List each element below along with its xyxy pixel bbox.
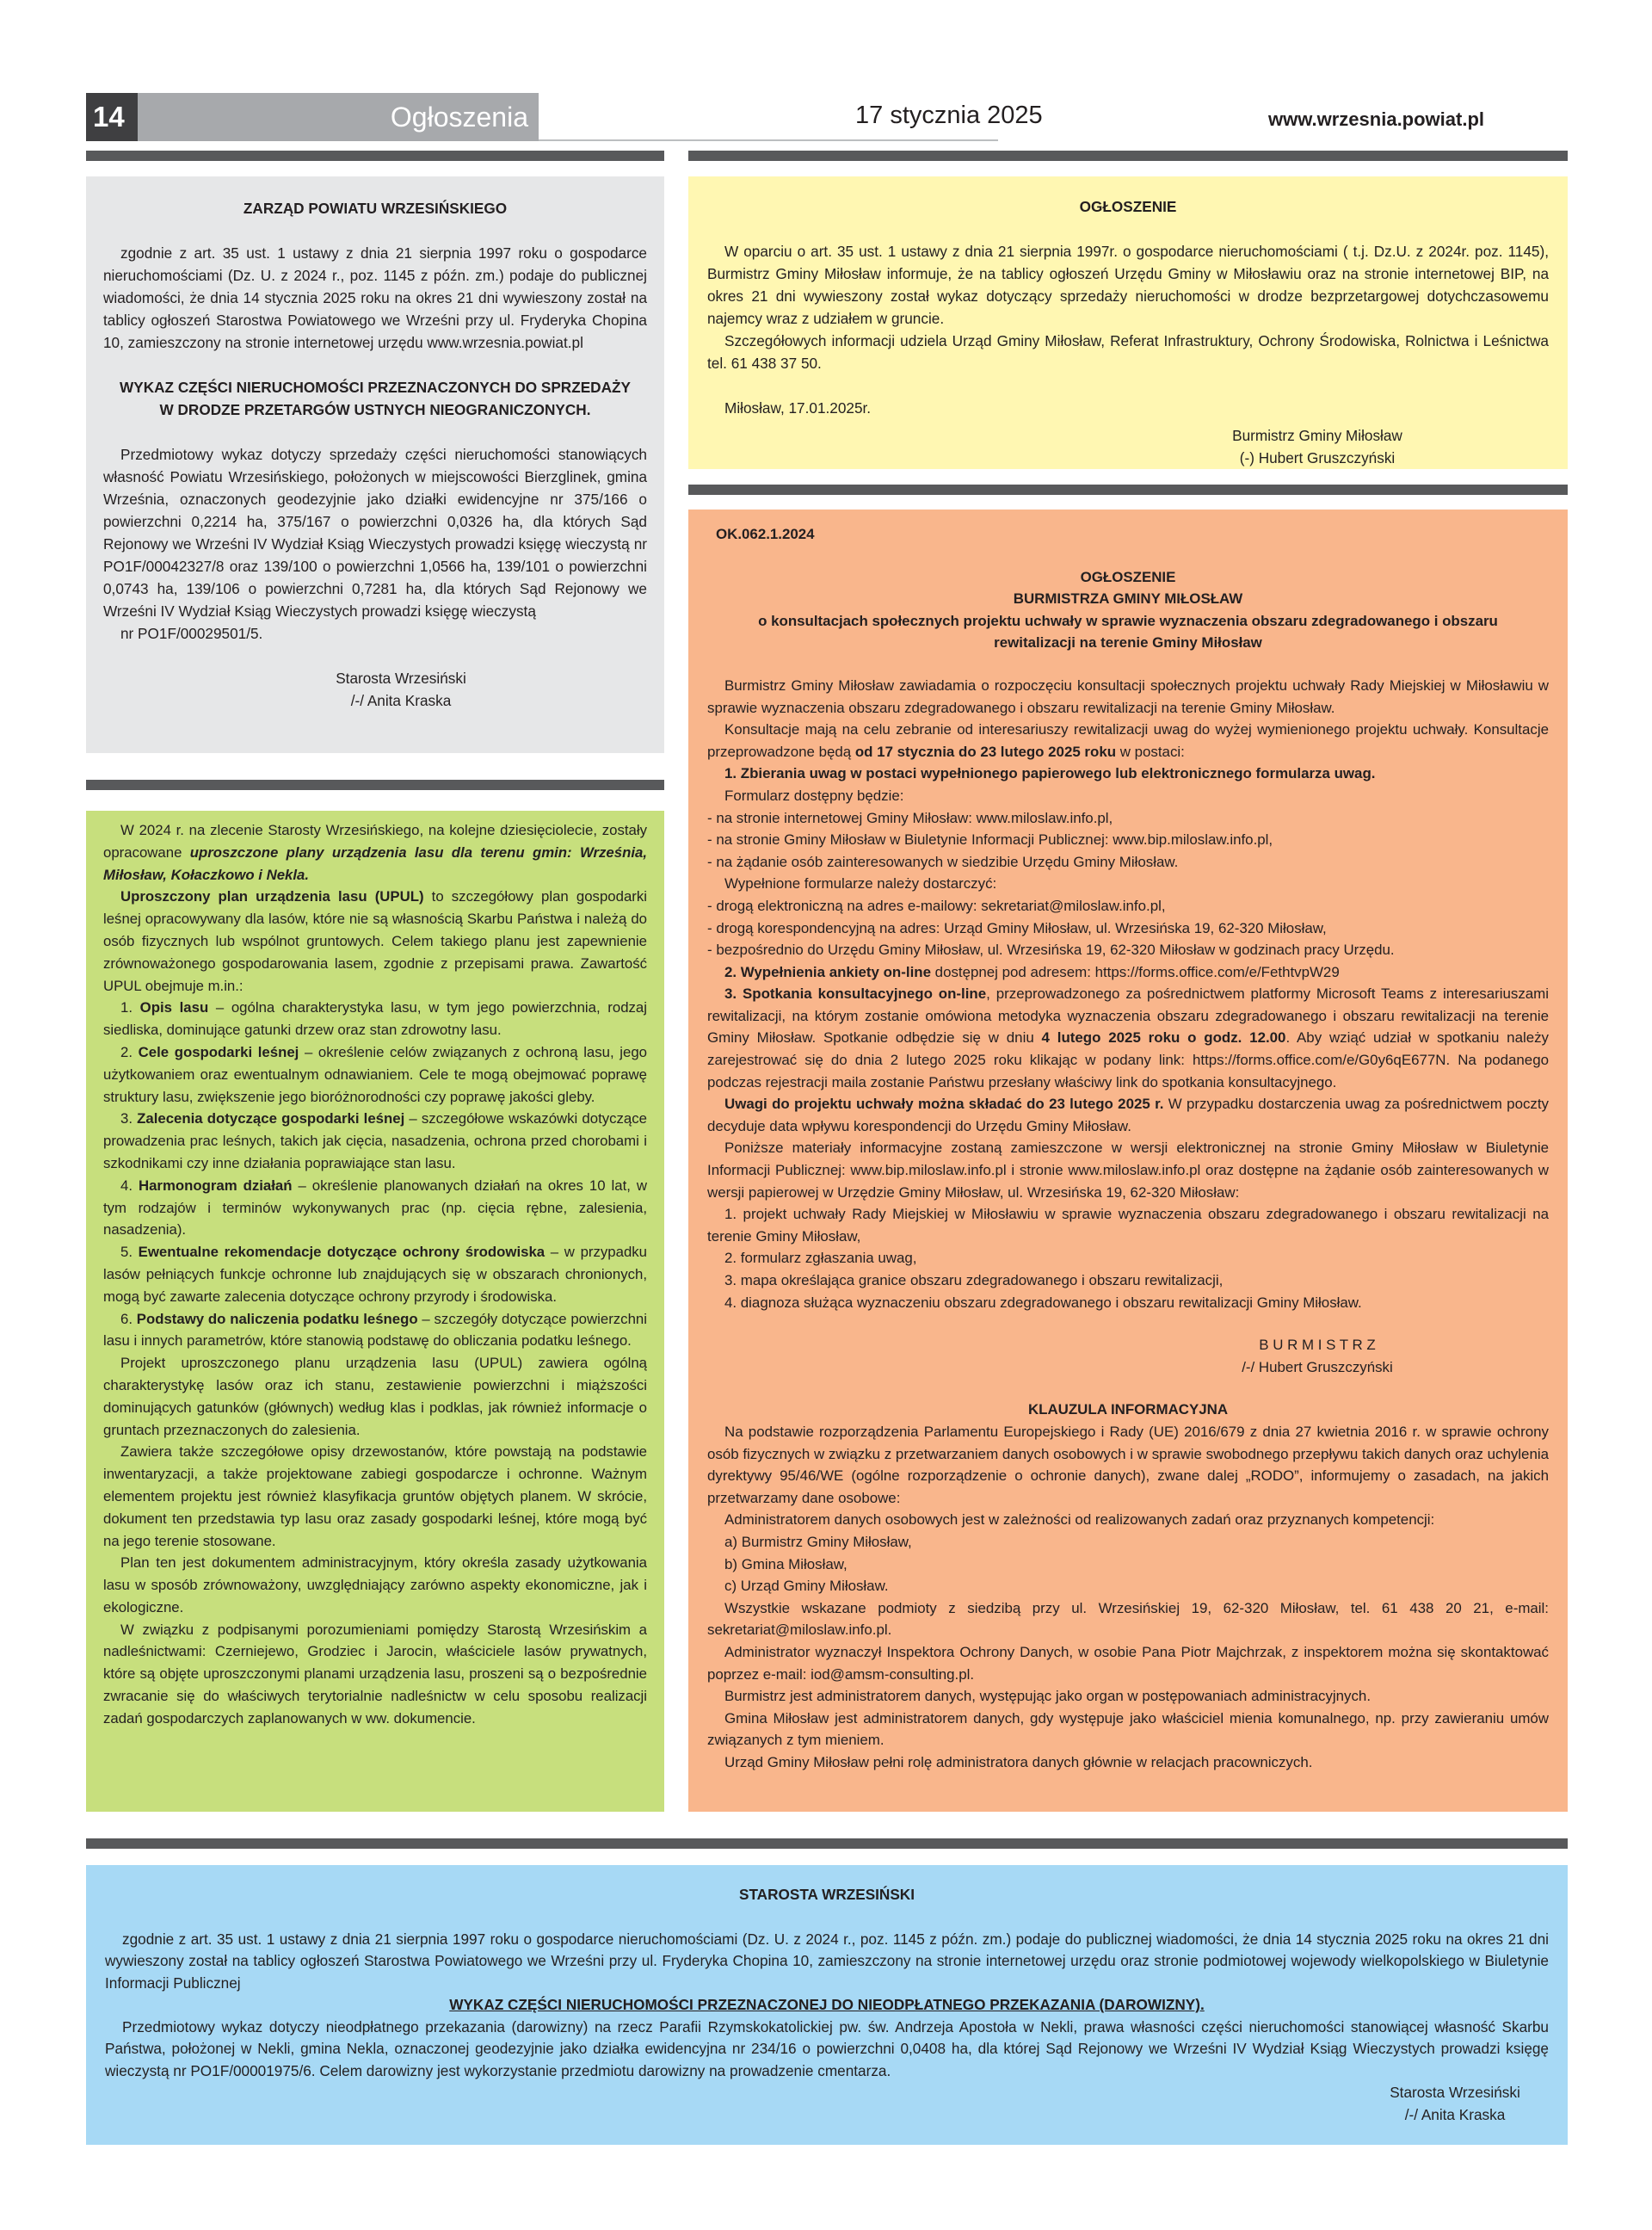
- notice-paragraph: Uwagi do projektu uchwały można składać do 23 lutego 2025 r. W przypadku dostarczenia uwag za pośrednictwem poczty decyduje data wpływu korespondencji do Urzędu Gminy Miłosław.: [707, 1096, 1549, 1134]
- notice-intro: zgodnie z art. 35 ust. 1 ustawy z dnia 21 sierpnia 1997 roku o gospodarce nieruchomościami (Dz. U. z 2024 r., poz. 1145 z późn. zm.) podaje do publicznej wiadomości, że dnia 14 stycznia 2025 roku na okres 21 dni wywieszony został na tablicy ogłoszeń Starostwa Powiatowego we Wrześni przy ul. Fryderyka Chopina 10, zamieszczony na stronie internetowej urzędu www.wrzesnia.powiat.pl: [103, 244, 647, 351]
- signature-name: /-/ Hubert Gruszczyński: [1242, 1358, 1393, 1375]
- notice-consultation: [688, 510, 1568, 1812]
- notice-body: Przedmiotowy wykaz dotyczy sprzedaży części nieruchomości stanowiących własność Powiatu Wrzesińskiego, położonych w miejscowości Bierzglinek, gmina Września, oznaczonych geodezyjnie jako działki ewidencyjne nr 375/166 o powierzchni 0,2214 ha, 375/167 o powierzchni 0,0326 ha, dla których Sąd Rejonowy we Wrześni IV Wydział Ksiąg Wieczystych prowadzi księgę wieczystą nr PO1F/00042327/8 oraz 139/100 o powierzchni 1,0566 ha, 139/101 o powierzchni 0,0743 ha, 139/106 o powierzchni 0,7281 ha, dla których Sąd Rejonowy we Wrześni IV Wydział Ksiąg Wieczystych prowadzi księgę wieczystą: [103, 446, 647, 620]
- reference-number: OK.062.1.2024: [716, 526, 815, 542]
- upul-list-item: 3. Zalecenia dotyczące gospodarki leśnej – szczegółowe wskazówki dotyczące prowadzenia prac leśnych, takich jak cięcia, nasadzenia, ochrona przed chorobami i szkodnikami czy inne działania poprawiające stan lasu.: [103, 1110, 647, 1171]
- upul-list-item: 4. Harmonogram działań – określenie planowanych działań na okres 10 lat, w tym rodzajów i terminów wykonywanych prac (np. cięcia rębne, zalesienia, nasadzenia).: [103, 1177, 647, 1239]
- upul-paragraph: Zawiera także szczegółowe opisy drzewostanów, które powstają na podstawie inwentaryzacji, a także projektowane zabiegi gospodarcze i ochronne. Ważnym elementem projektu jest również klasyfikacja gruntów objętych planem. W skrócie, dokument ten przedstawia typ lasu oraz zasady gospodarki leśnej, które mogą być na jego terenie stosowane.: [103, 1443, 647, 1549]
- upul-paragraph: Projekt uproszczonego planu urządzenia lasu (UPUL) zawiera ogólną charakterystykę lasów oraz ich stanu, zestawienie powierzchni i miąższości dominujących gatunków (głównych) według klas i podklas, jak również informacje o gruntach przeznaczonych do zalesienia.: [103, 1355, 647, 1438]
- notice-zarzad-powiatu: [86, 176, 664, 753]
- separator-bar: [86, 151, 664, 161]
- notice-subtitle: WYKAZ CZĘŚCI NIERUCHOMOŚCI PRZEZNACZONYCH DO SPRZEDAŻY W DRODZE PRZETARGÓW USTNYCH NIEOGRANICZONYCH.: [120, 379, 631, 418]
- header-rule: [539, 139, 998, 141]
- signature-name: /-/ Anita Kraska: [1404, 2105, 1506, 2123]
- website-link[interactable]: www.wrzesnia.powiat.pl: [1268, 108, 1485, 130]
- list-item: - na stronie internetowej Gminy Miłosław: www.miloslaw.info.pl,: [707, 809, 1113, 826]
- rodo-paragraph: Administrator wyznaczył Inspektora Ochrony Danych, w osobie Pana Piotr Majchrzak, z inspektorem można się skontaktować poprzez e-mail: iod@amsm-consulting.pl.: [707, 1643, 1549, 1683]
- upul-paragraph: Uproszczony plan urządzenia lasu (UPUL) to szczegółowy plan gospodarki leśnej opracowywany dla lasów, które nie są własnością Skarbu Państwa i należą do osób fizycznych lub wspólnot gruntowych. Celem takiego planu jest zapewnienie zrównoważonego gospodarowania lasem, zgodnie z przepisami prawa. Zawartość UPUL obejmuje m.in.:: [103, 888, 647, 994]
- notice-subtitle: WYKAZ CZĘŚCI NIERUCHOMOŚCI PRZEZNACZONEJ DO NIEODPŁATNEGO PRZEKAZANIA (DAROWIZNY).: [449, 1996, 1205, 2013]
- separator-bar: [688, 151, 1568, 161]
- notice-title: STAROSTA WRZESIŃSKI: [738, 1886, 915, 1903]
- upul-list-item: 1. Opis lasu – ogólna charakterystyka lasu, w tym jego powierzchnia, rodzaj siedliska, dominujące gatunki drzew oraz stan zdrowotny lasu.: [103, 999, 647, 1039]
- list-item: 2. formularz zgłaszania uwag,: [724, 1250, 917, 1267]
- list-item: - drogą korespondencyjną na adres: Urząd Gminy Miłosław, ul. Wrzesińska 19, 62-320 Miłosław,: [707, 919, 1327, 936]
- signature-title: Starosta Wrzesiński: [336, 670, 466, 687]
- separator-bar: [688, 485, 1568, 495]
- notice-starosta-donation: [86, 1865, 1568, 2145]
- list-item: 3. mapa określająca granice obszaru zdegradowanego i obszaru rewitalizacji,: [724, 1272, 1224, 1288]
- signature-title: Starosta Wrzesiński: [1390, 2084, 1520, 2101]
- rodo-paragraph: b) Gmina Miłosław,: [724, 1555, 848, 1572]
- notice-body: Przedmiotowy wykaz dotyczy nieodpłatnego przekazania (darowizny) na rzecz Parafii Rzymskokatolickiej pw. św. Andrzeja Apostoła w Nekli, prawa własności części nieruchomości stanowiącej własność Skarbu Państwa, położonej w Nekli, gmina Nekla, oznaczonej geodezyjnie jako działka ewidencyjna nr 234/16 o powierzchni 0,0408 ha, dla której Sąd Rejonowy we Wrześni IV Wydział Ksiąg Wieczystych prowadzi księgę wieczystą nr PO1F/00001975/6. Celem darowizny jest wykorzystanie przedmiotu darowizny na prowadzenie cmentarza.: [105, 2017, 1549, 2079]
- place-date: Miłosław, 17.01.2025r.: [724, 399, 872, 417]
- section-title: Ogłoszenia: [138, 93, 539, 141]
- rodo-paragraph: Wszystkie wskazane podmioty z siedzibą przy ul. Wrzesińskiej 19, 62-320 Miłosław, tel. 61 438 20 21, e-mail: sekretariat@miloslaw.info.pl.: [707, 1599, 1549, 1639]
- notice-title: ZARZĄD POWIATU WRZESIŃSKIEGO: [243, 200, 508, 217]
- rodo-paragraph: Na podstawie rozporządzenia Parlamentu Europejskiego i Rady (UE) 2016/679 z dnia 27 kwietnia 2016 r. w sprawie ochrony osób fizycznych w związku z przetwarzaniem danych osobowych i w sprawie swobodnego przepływu takich danych oraz uchylenia dyrektywy 95/46/WE (ogólne rozporządzenie o ochronie danych), zwane dalej „RODO”, informujemy o zasadach, na jakich przetwarzamy dane osobowe:: [707, 1423, 1549, 1506]
- rodo-paragraph: Gmina Miłosław jest administratorem danych, gdy występuje jako właściciel mienia komunalnego, np. przy zawieraniu umów związanych z tym mieniem.: [707, 1709, 1549, 1749]
- notice-issuer: BURMISTRZA GMINY MIŁOSŁAW: [1013, 590, 1243, 608]
- notice-forest-plans: [86, 811, 664, 1812]
- notice-paragraph: Poniższe materiały informacyjne zostaną zamieszczone w wersji elektronicznej na stronie Gminy Miłosław w Biuletynie Informacji Publicznej: www.bip.miloslaw.info.pl i stronie www.miloslaw.info.pl oraz dostępne na żądanie osób zainteresowanych w wersji papierowej w Urzędzie Gminy Miłosław, ul. Wrzesińska 19, 62-320 Miłosław:: [707, 1140, 1549, 1201]
- list-item: - bezpośrednio do Urzędu Gminy Miłosław, ul. Wrzesińska 19, 62-320 Miłosław w godzinach pracy Urzędu.: [707, 942, 1395, 959]
- rodo-paragraph: c) Urząd Gminy Miłosław.: [724, 1578, 889, 1595]
- signature-title: Burmistrz Gminy Miłosław: [1232, 427, 1402, 444]
- notice-paragraph: Konsultacje mają na celu zebranie od interesariuszy rewitalizacji uwag do wyżej wymienionego projektu uchwały. Konsultacje przeprowadzone będą od 17 stycznia do 23 lutego 2025 roku w postaci:: [707, 721, 1549, 760]
- page-number: 14: [86, 93, 145, 141]
- issue-date: 17 stycznia 2025: [855, 102, 1043, 129]
- rodo-paragraph: Administratorem danych osobowych jest w zależności od realizowanych zadań oraz przyznanych kompetencji:: [724, 1511, 1435, 1529]
- list-item: Wypełnione formularze należy dostarczyć:: [724, 875, 997, 893]
- upul-paragraph: W związku z podpisanymi porozumieniami pomiędzy Starostą Wrzesińskim a nadleśnictwami: Czerniejewo, Grodziec i Jarocin, właściciele lasów prywatnych, które są objęte uproszczonymi planami urządzenia lasu, proszeni są o bezpośrednie zwracanie się do właściwych terytorialnie nadleśnictw w celu sposobu realizacji zadań gospodarczych zaplanowanych w ww. dokumencie.: [103, 1621, 647, 1727]
- list-item: 4. diagnoza służąca wyznaczeniu obszaru zdegradowanego i obszaru rewitalizacji Gminy Miłosław.: [724, 1294, 1362, 1311]
- rodo-paragraph: Burmistrz jest administratorem danych, występując jako organ w postępowaniach administracyjnych.: [724, 1688, 1372, 1705]
- list-item: - na stronie Gminy Miłosław w Biuletynie Informacji Publicznej: www.bip.miloslaw.info.pl,: [707, 831, 1273, 849]
- list-item: Formularz dostępny będzie:: [724, 787, 904, 804]
- notice-title: OGŁOSZENIE: [1080, 568, 1176, 585]
- signature-title: B U R M I S T R Z: [1259, 1337, 1376, 1354]
- notice-title: OGŁOSZENIE: [1079, 198, 1177, 215]
- rodo-title: KLAUZULA INFORMACYJNA: [1027, 1401, 1229, 1418]
- separator-bar: [86, 780, 664, 790]
- notice-intro: zgodnie z art. 35 ust. 1 ustawy z dnia 21 sierpnia 1997 roku o gospodarce nieruchomościami (Dz. U. z 2024 r., poz. 1145 z późn. zm.) podaje do publicznej wiadomości, że dnia 14 stycznia 2025 roku na okres 21 dni wywieszony został na tablicy ogłoszeń Starostwa Powiatowego we Wrześni przy ul. Fryderyka Chopina 10, zamieszczony na stronie internetowej urzędu oraz stronie podmiotowej wojewody wielkopolskiego w Biuletynie Informacji Publicznej: [105, 1930, 1549, 1992]
- list-item: 3. Spotkania konsultacyjnego on-line, przeprowadzonego za pośrednictwem platformy Microsoft Teams z interesariuszami rewitalizacji, na którym zostanie omówiona metodyka wyznaczenia obszaru zdegradowanego i obszaru rewitalizacji na terenie Gminy Miłosław. Spotkanie odbędzie się w dniu 4 lutego 2025 roku o godz. 12.00. Aby wziąć udział w spotkaniu należy zarejestrować się do dnia 2 lutego 2025 roku klikając w podany link: https://forms.office.com/e/G0y6qE677N. Na podanego podczas rejestracji maila zostanie Państwu przesłany właściwy link do spotkania konsultacyjnego.: [707, 985, 1549, 1090]
- upul-list-item: 2. Cele gospodarki leśnej – określenie celów związanych z ochroną lasu, jego użytkowaniem oraz ewentualnym odnawianiem. Cele te mogą obejmować poprawę struktury lasu, zwiększenie jego bioróżnorodności czy poprawę jakości gleby.: [103, 1043, 647, 1105]
- rodo-paragraph: a) Burmistrz Gminy Miłosław,: [724, 1533, 912, 1550]
- list-item: 1. Zbierania uwag w postaci wypełnionego papierowego lub elektronicznego formularza uwag.: [724, 765, 1376, 782]
- list-item: 1. projekt uchwały Rady Miejskiej w Miłosławiu w sprawie wyznaczenia obszaru zdegradowanego i obszaru rewitalizacji na terenie Gminy Miłosław,: [707, 1206, 1549, 1245]
- notice-subject: o konsultacjach społecznych projektu uchwały w sprawie wyznaczenia obszaru zdegradowanego i obszaru rewitalizacji na terenie Gminy Miłosław: [758, 612, 1498, 652]
- list-item: - drogą elektroniczną na adres e-mailowy: sekretariat@miloslaw.info.pl,: [707, 897, 1166, 914]
- list-item: 2. Wypełnienia ankiety on-line dostępnej pod adresem: https://forms.office.com/e/FethtvpW29: [724, 963, 1340, 980]
- rodo-paragraph: Urząd Gminy Miłosław pełni rolę administratora danych głównie w relacjach pracowniczych.: [724, 1753, 1313, 1770]
- upul-paragraph: W 2024 r. na zlecenie Starosty Wrzesińskiego, na kolejne dziesięciolecie, zostały opracowane uproszczone plany urządzenia lasu dla terenu gmin: Września, Miłosław, Kołaczkowo i Nekla.: [103, 822, 647, 883]
- upul-list-item: 6. Podstawy do naliczenia podatku leśnego – szczegóły dotyczące powierzchni lasu i innych parametrów, które stanowią podstawę do obliczania podatku leśnego.: [103, 1310, 647, 1350]
- land-register-number: nr PO1F/00029501/5.: [120, 625, 263, 642]
- signature-name: (-) Hubert Gruszczyński: [1239, 449, 1396, 466]
- notice-paragraph: Szczegółowych informacji udziela Urząd Gminy Miłosław, Referat Infrastruktury, Ochrony Środowiska, Rolnictwa i Leśnictwa tel. 61 438 37 50.: [707, 332, 1549, 372]
- upul-paragraph: Plan ten jest dokumentem administracyjnym, który określa zasady użytkowania lasu w sposób zrównoważony, uwzględniający zarówno aspekty ekonomiczne, jak i ekologiczne.: [103, 1554, 647, 1615]
- notice-miloslaw-sale: [688, 176, 1568, 469]
- signature-name: /-/ Anita Kraska: [350, 692, 452, 709]
- list-item: - na żądanie osób zainteresowanych w siedzibie Urzędu Gminy Miłosław.: [707, 853, 1179, 870]
- separator-bar: [86, 1838, 1568, 1849]
- upul-list-item: 5. Ewentualne rekomendacje dotyczące ochrony środowiska – w przypadku lasów pełniących funkcje ochronne lub znajdujących się w obszarach chronionych, mogą być zawarte zalecenia dotyczące ochrony przyrody i środowiska.: [103, 1244, 647, 1305]
- notice-paragraph: W oparciu o art. 35 ust. 1 ustawy z dnia 21 sierpnia 1997r. o gospodarce nieruchomościami ( t.j. Dz.U. z 2024r. poz. 1145), Burmistrz Gminy Miłosław informuje, że na tablicy ogłoszeń Urzędu Gminy w Miłosławiu oraz na stronie internetowej BIP, na okres 21 dni wywieszony został wykaz dotyczący sprzedaży nieruchomości w drodze bezprzetargowej dotychczasowemu najemcy wraz z udziałem w gruncie.: [707, 243, 1549, 327]
- notice-paragraph: Burmistrz Gminy Miłosław zawiadamia o rozpoczęciu konsultacji społecznych projektu uchwały Rady Miejskiej w Miłosławiu w sprawie wyznaczenia obszaru zdegradowanego i obszaru rewitalizacji na terenie Gminy Miłosław.: [707, 676, 1549, 716]
